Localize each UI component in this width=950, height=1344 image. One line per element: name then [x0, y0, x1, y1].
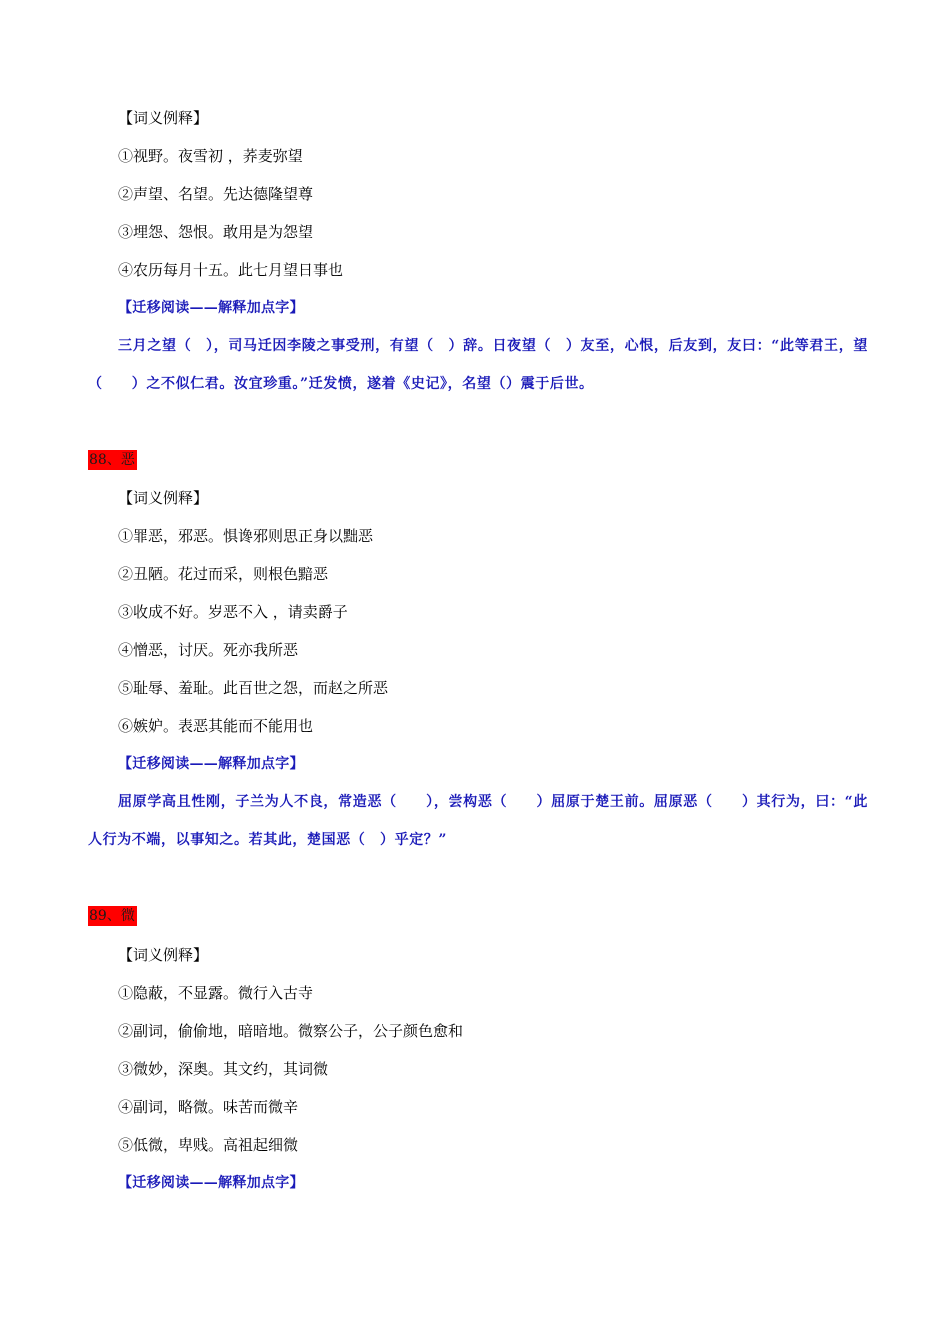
definition-item: ③埋怨、怨恨。敢用是为怨望 — [118, 223, 314, 241]
section-heading: 88、恶 — [89, 452, 135, 468]
definition-item: ④农历每月十五。此七月望日事也 — [118, 261, 344, 279]
definition-item: ①隐蔽，不显露。微行入古寺 — [118, 984, 314, 1002]
reading-title: 【迁移阅读——解释加点字】 — [118, 756, 304, 772]
definition-item: ⑥嫉妒。表恶其能而不能用也 — [118, 717, 314, 735]
reading-passage: 屈原学高且性刚，子兰为人不良，常造恶（ ），尝构恶（ ）屈原于楚王前。屈原恶（ ）其行为，曰：“此人行为不端，以事知之。若其此，楚国恶（ ）乎定？” — [88, 794, 868, 848]
definition-item: ②副词，偷偷地，暗暗地。微察公子，公子颜色愈和 — [118, 1022, 464, 1040]
definition-item: ②声望、名望。先达德隆望尊 — [118, 185, 314, 203]
definition-item: ④憎恶，讨厌。死亦我所恶 — [118, 641, 299, 659]
definition-item: ⑤低微，卑贱。高祖起细微 — [118, 1136, 299, 1154]
definition-item: ⑤耻辱、羞耻。此百世之怨，而赵之所恶 — [118, 679, 389, 697]
section-label: 【词义例释】 — [118, 109, 209, 127]
reading-title: 【迁移阅读——解释加点字】 — [118, 300, 304, 316]
section-label: 【词义例释】 — [118, 489, 209, 507]
section-label: 【词义例释】 — [118, 946, 209, 964]
definition-item: ④副词，略微。味苦而微辛 — [118, 1098, 299, 1116]
definition-item: ③微妙，深奥。其文约，其词微 — [118, 1060, 329, 1078]
definition-item: ①视野。夜雪初 ，荞麦弥望 — [118, 147, 303, 165]
reading-passage: 三月之望（ ），司马迁因李陵之事受刑，有望（ ）辞。日夜望（ ）友至，心恨，后友到，友曰：“此等君王，望（ ）之不似仁君。汝宜珍重。”迁发愤，遂着《史记》，名望（）震于后世。 — [88, 338, 868, 392]
section-heading: 89、微 — [89, 908, 135, 924]
definition-item: ③收成不好。岁恶不入 ，请卖爵子 — [118, 603, 348, 621]
definition-item: ②丑陋。花过而采，则根色黯恶 — [118, 565, 329, 583]
reading-title: 【迁移阅读——解释加点字】 — [118, 1175, 304, 1191]
definition-item: ①罪恶，邪恶。惧谗邪则思正身以黜恶 — [118, 527, 374, 545]
